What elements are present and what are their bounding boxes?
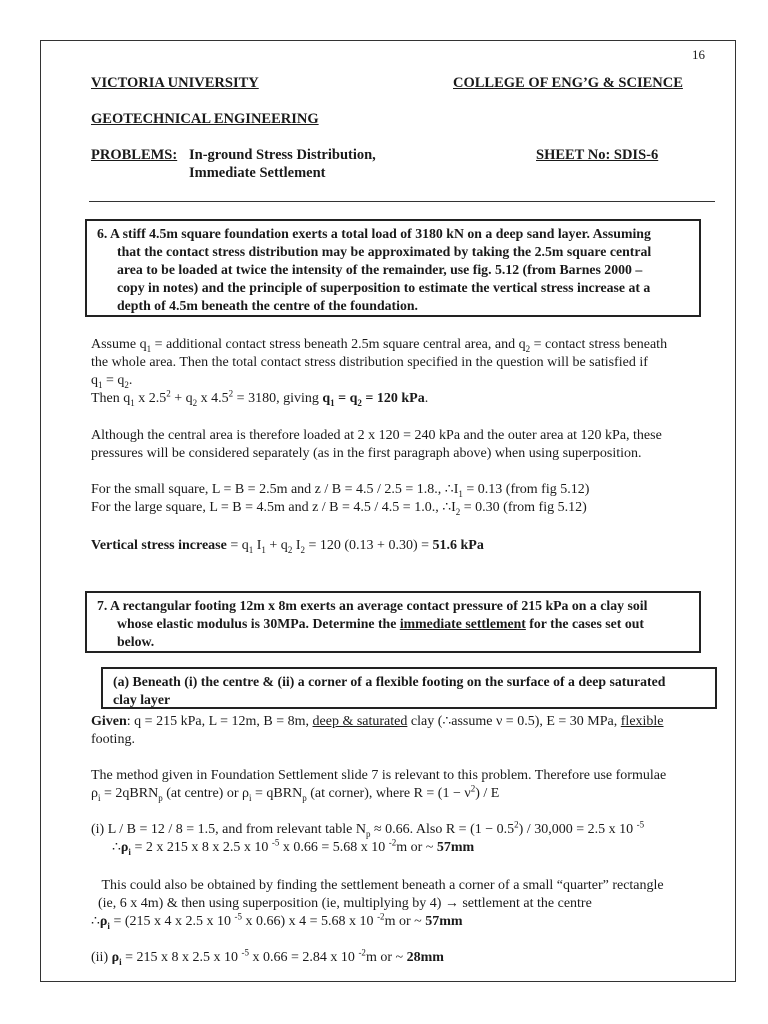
q7-part-ii: (ii) $\rho_i = 215$ x 8 x 2.5 x 10 $^{-5}$ x 0.66 = 2.84 x 10 $^{-2}$m or ~ 28mm: [91, 947, 444, 967]
q6-assumption: Assume $q_1$ = additional contact stress beneath 2.5m square central area, and $q_2$ = contact stress beneath the whole area. Then the total contact stress distribution specified in the question will be satisfied if $q_1 = q_2$. Then $q_1$ x $2.5^2 + q_2$ x $4.5^2 = 3180$, giving $q_1 = q_2 = 120$ kPa.: [91, 337, 668, 408]
header-divider: [89, 201, 715, 202]
sheet-number: SHEET No: SDIS-6: [536, 147, 659, 163]
problems-label: PROBLEMS:: [91, 147, 178, 163]
q7-method: The method given in Foundation Settlement slide 7 is relevant to this problem. Therefore use formulae $\rho_i$ = 2qBRN$_p$ (at centre) or $\rho_i$ = qBRN$_p$ (at corner), where $R = (1 - \nu^2) / E$: [91, 768, 667, 803]
university-name: VICTORIA UNIVERSITY: [91, 75, 259, 91]
problems-topic-2: Immediate Settlement: [189, 165, 326, 181]
q6-influence-factors: For the small square, L = B = 2.5m and z / B = 4.5 / 2.5 = 1.8., $\therefore I_1 = 0.13$ (from fig 5.12) For the large square, L = B = 4.5m and z / B = 4.5 / 4.5 = 1.0., $\therefore I_2 = 0.30$ (from fig 5.12): [91, 482, 590, 517]
problems-topic-1: In-ground Stress Distribution,: [189, 147, 376, 163]
q7-superposition: This could also be obtained by finding the settlement beneath a corner of a small “quarter” rectangle (ie, 6 x 4m) & then using superposition (ie, multiplying by 4) → settlement at the centre $\therefore\rho_i = (215$ x 4 x 2.5 x 10 $^{-5}$ x 0.66) x 4 = 5.68 x 10 $^{-2}$m or ~ 57mm: [91, 878, 664, 931]
q7-given: Given: q = 215 kPa, L = 12m, B = 8m, deep & saturated clay (∴assume ν = 0.5), E = 30 MPa, flexible footing.: [91, 714, 664, 747]
question-6-line: 6. A stiff 4.5m square foundation exerts a total load of 3180 kN on a deep sand layer. Assuming: [97, 226, 651, 241]
question-6-line: depth of 4.5m beneath the centre of the foundation.: [117, 298, 418, 313]
subject-title: GEOTECHNICAL ENGINEERING: [91, 111, 319, 127]
question-7-emphasis: immediate settlement: [399, 616, 526, 631]
question-6-line: copy in notes) and the principle of superposition to estimate the vertical stress increase at a: [117, 280, 651, 295]
question-7-text: for the cases set out: [525, 616, 645, 631]
question-7-line: 7. A rectangular footing 12m x 8m exerts an average contact pressure of 215 kPa on a clay soil: [97, 598, 648, 613]
question-6-line: area to be loaded at twice the intensity of the remainder, use fig. 5.12 (from Barnes 2000 –: [117, 262, 643, 277]
question-6-line: that the contact stress distribution may be approximated by taking the 2.5m square central: [117, 244, 652, 259]
college-name: COLLEGE OF ENG’G & SCIENCE: [453, 75, 683, 91]
question-7-text: whose elastic modulus is 30MPa. Determine the: [117, 616, 400, 631]
question-7-line: [97, 615, 689, 633]
part-a-line: (a) Beneath (i) the centre & (ii) a corner of a flexible footing on the surface of a deep saturated: [113, 674, 666, 689]
question-6-box: [85, 219, 701, 317]
q6-loading-note: Although the central area is therefore loaded at 2 x 120 = 240 kPa and the outer area at 120 kPa, these pressures will be considered separately (as in the first paragraph above) when using superposition.: [91, 428, 662, 461]
page-number: 16: [692, 47, 705, 62]
page-frame: [40, 40, 736, 982]
question-7-line: below.: [117, 634, 155, 649]
part-a-line: clay layer: [113, 692, 171, 707]
q7-part-i: (i) L / B = 12 / 8 = 1.5, and from relevant table $N_p \approx 0.66$. Also $R = (1 - 0.5^2) / 30,000 = 2.5$ x 10 $^{-5}$ $\therefore\rho_i = 2$ x 215 x 8 x 2.5 x 10 $^{-5}$ x 0.66 = 5.68 x 10 $^{-2}$m or ~ 57mm: [91, 819, 645, 857]
part-a-box: [101, 667, 717, 709]
question-7-box: [85, 591, 701, 653]
q6-result: Vertical stress increase = $q_1$ $I_1 + q_2$ $I_2 = 120$ (0.13 + 0.30) = 51.6 kPa: [91, 538, 484, 555]
